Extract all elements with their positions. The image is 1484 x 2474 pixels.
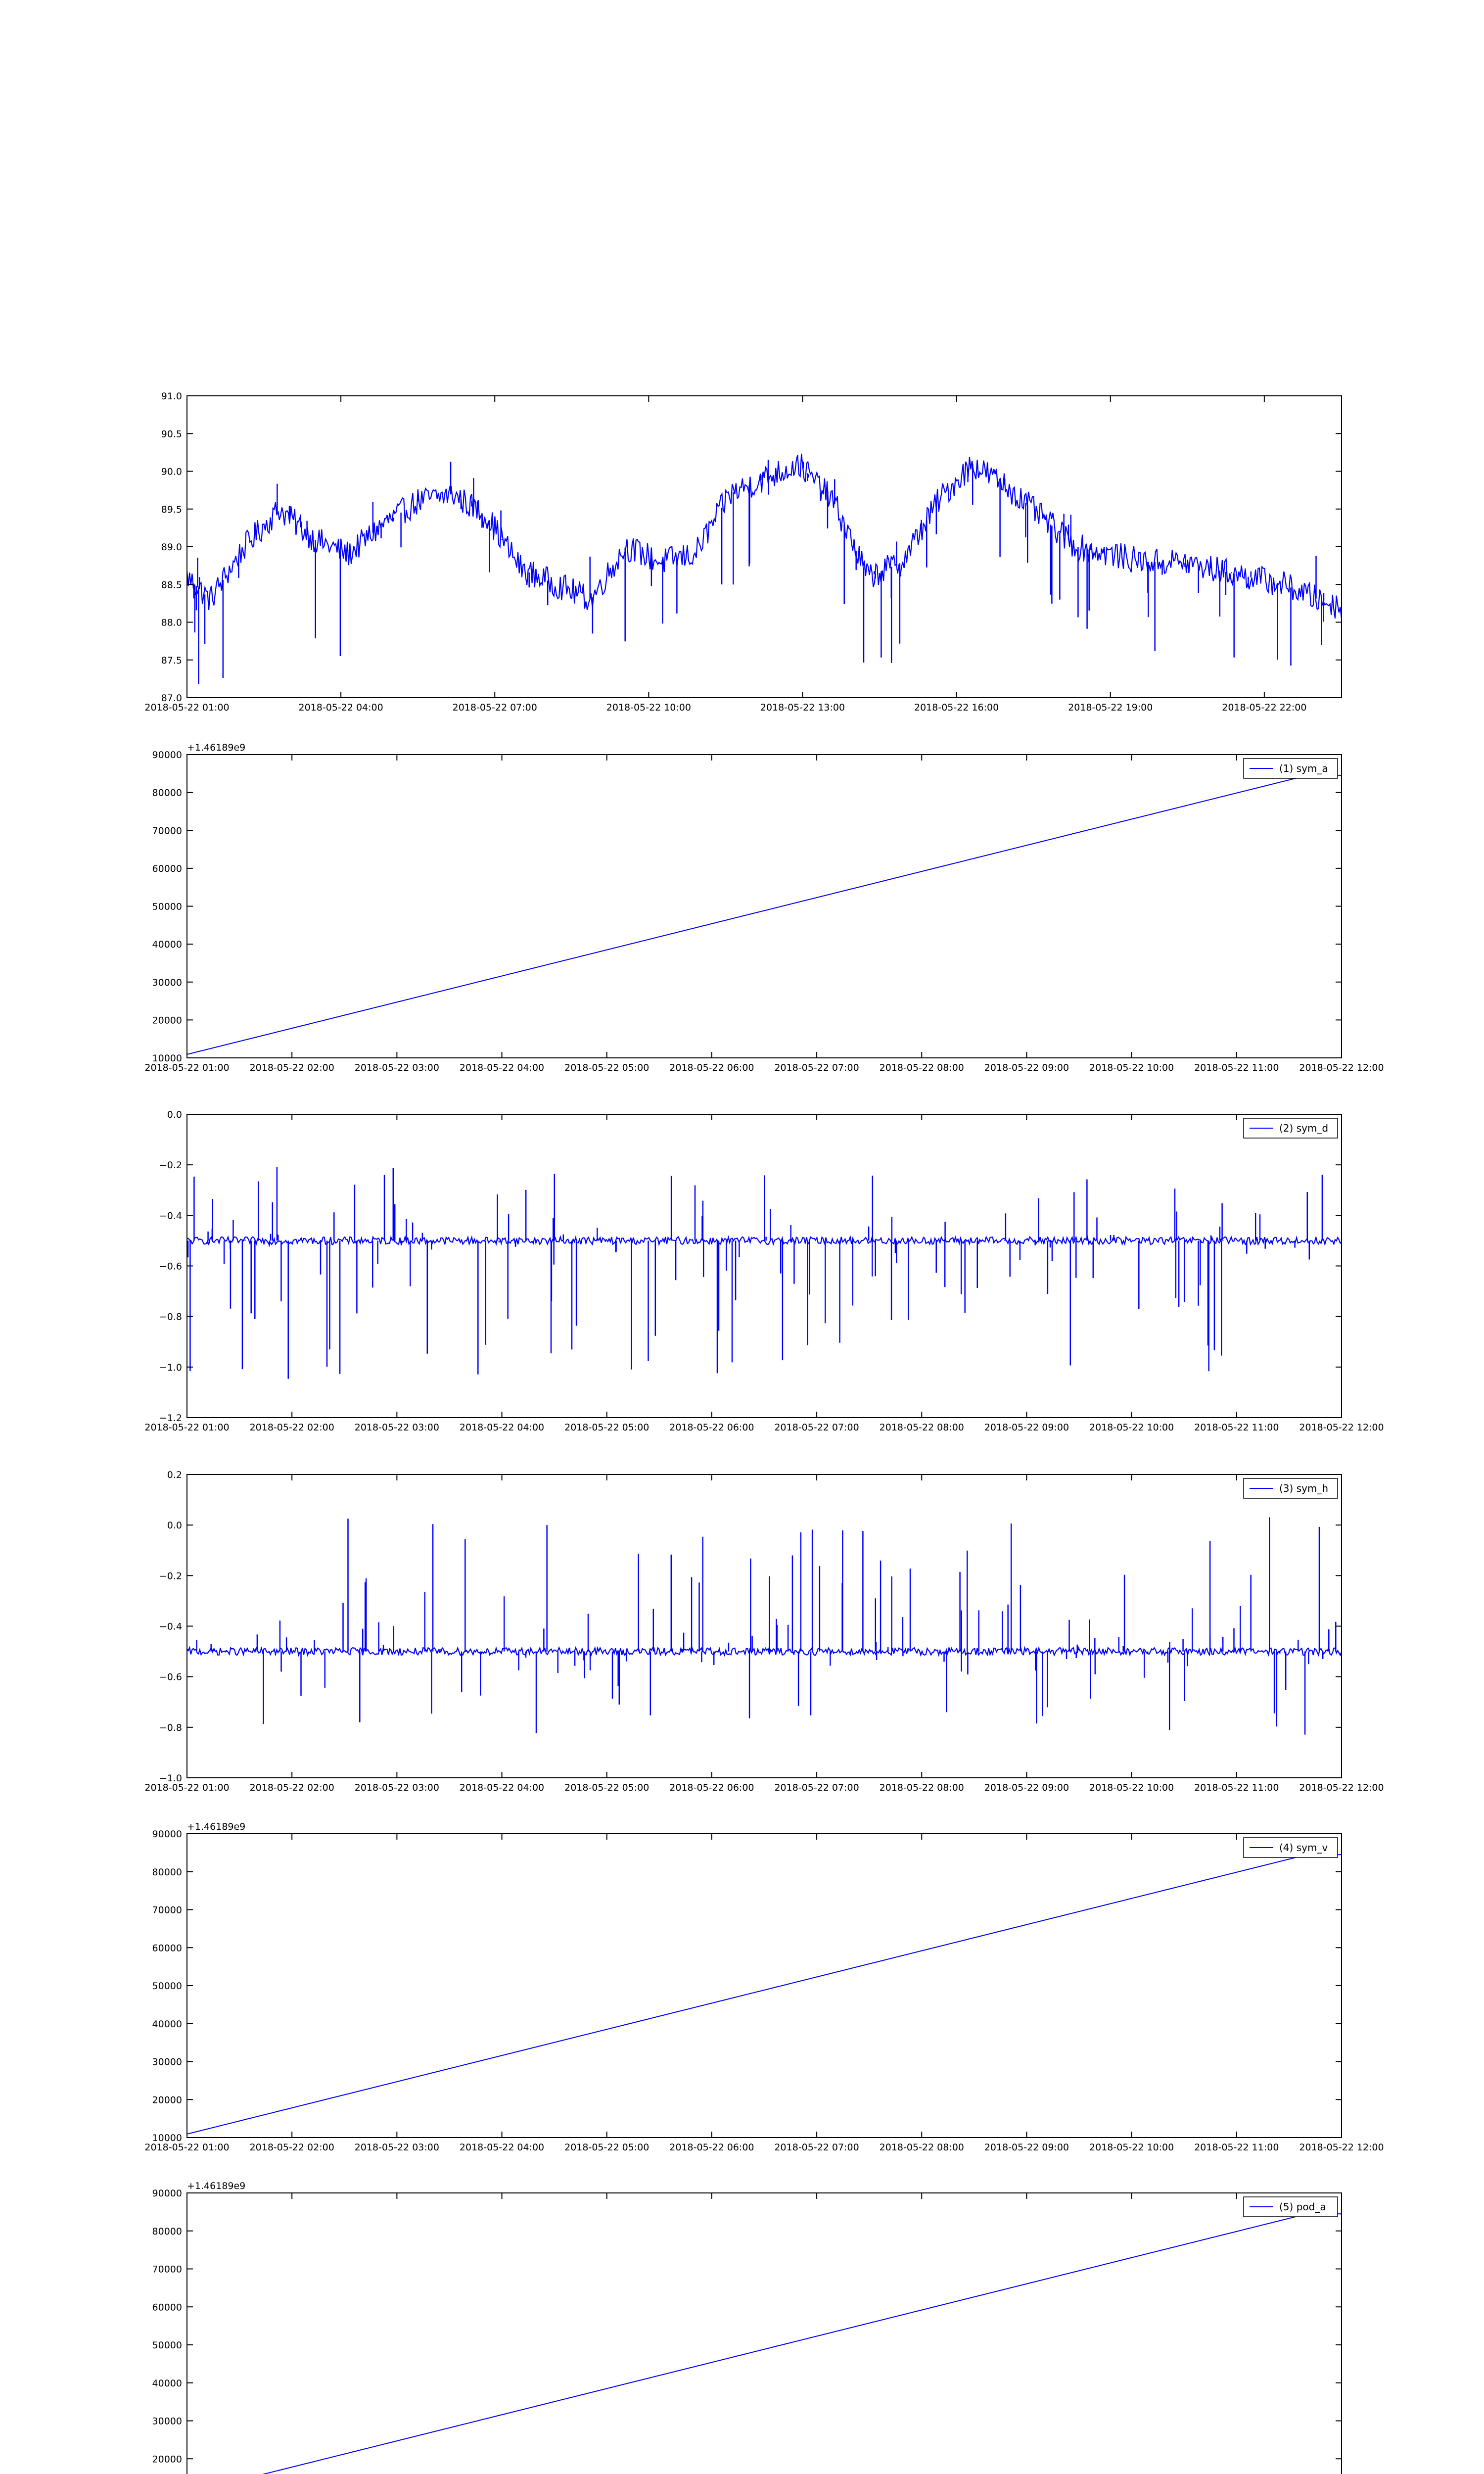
y-tick-label: 88.5 bbox=[161, 579, 182, 591]
y-tick-label: 90000 bbox=[152, 1829, 182, 1840]
x-tick-label: 2018-05-22 13:00 bbox=[760, 702, 845, 713]
y-tick-label: −1.0 bbox=[159, 1362, 182, 1373]
y-tick-label: 30000 bbox=[152, 977, 182, 988]
series-spikes bbox=[188, 1167, 1322, 1379]
x-tick-label: 2018-05-22 03:00 bbox=[354, 2142, 439, 2153]
x-tick-label: 2018-05-22 12:00 bbox=[1299, 1422, 1384, 1433]
x-tick-label: 2018-05-22 12:00 bbox=[1299, 1782, 1384, 1793]
y-tick-label: −0.6 bbox=[159, 1261, 182, 1272]
y-tick-label: −0.8 bbox=[159, 1311, 182, 1323]
x-tick-label: 2018-05-22 07:00 bbox=[774, 1062, 859, 1073]
y-offset-label: +1.46189e9 bbox=[187, 742, 246, 753]
y-tick-label: −0.6 bbox=[159, 1671, 182, 1683]
x-tick-label: 2018-05-22 19:00 bbox=[1068, 702, 1153, 713]
series-line bbox=[187, 775, 1342, 1054]
x-tick-label: 2018-05-22 06:00 bbox=[669, 1422, 754, 1433]
x-tick-label: 2018-05-22 06:00 bbox=[669, 1782, 754, 1793]
x-tick-label: 2018-05-22 09:00 bbox=[984, 1062, 1069, 1073]
x-tick-label: 2018-05-22 09:00 bbox=[984, 1782, 1069, 1793]
y-tick-label: 87.5 bbox=[161, 655, 182, 666]
y-tick-label: 10000 bbox=[152, 1053, 182, 1064]
y-tick-label: 0.0 bbox=[167, 1109, 182, 1120]
x-tick-label: 2018-05-22 02:00 bbox=[249, 1062, 334, 1073]
x-tick-label: 2018-05-22 12:00 bbox=[1299, 1062, 1384, 1073]
series-line bbox=[187, 1855, 1342, 2134]
x-tick-label: 2018-05-22 01:00 bbox=[144, 2142, 230, 2153]
y-tick-label: 50000 bbox=[152, 901, 182, 912]
x-tick-label: 2018-05-22 04:00 bbox=[459, 1062, 545, 1073]
x-tick-label: 2018-05-22 10:00 bbox=[1089, 1422, 1174, 1433]
x-tick-label: 2018-05-22 08:00 bbox=[879, 2142, 964, 2153]
x-tick-label: 2018-05-22 09:00 bbox=[984, 1422, 1069, 1433]
panel-1 bbox=[144, 391, 1342, 713]
y-tick-label: −0.2 bbox=[159, 1160, 182, 1171]
y-tick-label: 90.5 bbox=[161, 428, 182, 440]
panel-3 bbox=[144, 1109, 1384, 1433]
y-tick-label: 60000 bbox=[152, 2302, 182, 2313]
y-tick-label: 20000 bbox=[152, 2454, 182, 2465]
y-tick-label: 87.0 bbox=[161, 693, 182, 704]
axes-frame bbox=[187, 1114, 1342, 1418]
y-tick-label: 91.0 bbox=[161, 391, 182, 402]
x-tick-label: 2018-05-22 22:00 bbox=[1222, 702, 1307, 713]
x-tick-label: 2018-05-22 10:00 bbox=[1089, 2142, 1174, 2153]
x-tick-label: 2018-05-22 08:00 bbox=[879, 1782, 964, 1793]
x-tick-label: 2018-05-22 10:00 bbox=[1089, 1062, 1174, 1073]
x-tick-label: 2018-05-22 05:00 bbox=[564, 1782, 649, 1793]
x-tick-label: 2018-05-22 03:00 bbox=[354, 1062, 439, 1073]
legend-label: (4) sym_v bbox=[1279, 1842, 1328, 1854]
y-tick-label: 50000 bbox=[152, 1981, 182, 1992]
x-tick-label: 2018-05-22 01:00 bbox=[144, 702, 230, 713]
y-tick-label: 60000 bbox=[152, 863, 182, 874]
y-offset-label: +1.46189e9 bbox=[187, 2181, 246, 2191]
axes-frame bbox=[187, 1475, 1342, 1778]
y-tick-label: 60000 bbox=[152, 1943, 182, 1954]
y-tick-label: 90000 bbox=[152, 2188, 182, 2199]
y-tick-label: 80000 bbox=[152, 2226, 182, 2237]
x-tick-label: 2018-05-22 05:00 bbox=[564, 1422, 649, 1433]
x-tick-label: 2018-05-22 10:00 bbox=[1089, 1782, 1174, 1793]
y-tick-label: 30000 bbox=[152, 2416, 182, 2427]
y-tick-label: 20000 bbox=[152, 2094, 182, 2106]
x-tick-label: 2018-05-22 05:00 bbox=[564, 2142, 649, 2153]
y-tick-label: 30000 bbox=[152, 2056, 182, 2068]
x-tick-label: 2018-05-22 04:00 bbox=[459, 2142, 545, 2153]
x-tick-label: 2018-05-22 05:00 bbox=[564, 1062, 649, 1073]
y-tick-label: 50000 bbox=[152, 2340, 182, 2351]
series-spikes bbox=[197, 1517, 1336, 1734]
y-offset-label: +1.46189e9 bbox=[187, 1821, 246, 1832]
x-tick-label: 2018-05-22 11:00 bbox=[1194, 2142, 1279, 2153]
x-tick-label: 2018-05-22 06:00 bbox=[669, 1062, 754, 1073]
panel-2 bbox=[144, 742, 1384, 1073]
x-tick-label: 2018-05-22 04:00 bbox=[459, 1422, 545, 1433]
y-tick-label: −0.8 bbox=[159, 1722, 182, 1733]
y-tick-label: 0.2 bbox=[167, 1470, 182, 1480]
legend-label: (5) pod_a bbox=[1279, 2201, 1326, 2213]
x-tick-label: 2018-05-22 07:00 bbox=[774, 1782, 859, 1793]
y-tick-label: 90.0 bbox=[161, 466, 182, 477]
y-tick-label: −0.4 bbox=[159, 1621, 182, 1632]
y-tick-label: 40000 bbox=[152, 939, 182, 951]
x-tick-label: 2018-05-22 04:00 bbox=[298, 702, 383, 713]
panel-4 bbox=[144, 1470, 1384, 1793]
y-tick-label: 88.0 bbox=[161, 617, 182, 628]
y-tick-label: 40000 bbox=[152, 2018, 182, 2030]
legend-label: (3) sym_h bbox=[1279, 1482, 1329, 1494]
panel-5 bbox=[144, 1821, 1384, 2153]
x-tick-label: 2018-05-22 02:00 bbox=[249, 1782, 334, 1793]
y-tick-label: 80000 bbox=[152, 1866, 182, 1878]
y-tick-label: −1.0 bbox=[159, 1773, 182, 1784]
x-tick-label: 2018-05-22 02:00 bbox=[249, 1422, 334, 1433]
axes-frame bbox=[187, 755, 1342, 1058]
x-tick-label: 2018-05-22 11:00 bbox=[1194, 1782, 1279, 1793]
x-tick-label: 2018-05-22 03:00 bbox=[354, 1422, 439, 1433]
series-spikes bbox=[194, 460, 1324, 684]
y-tick-label: 70000 bbox=[152, 825, 182, 837]
x-tick-label: 2018-05-22 08:00 bbox=[879, 1062, 964, 1073]
x-tick-label: 2018-05-22 11:00 bbox=[1194, 1422, 1279, 1433]
series-line bbox=[187, 454, 1342, 619]
x-tick-label: 2018-05-22 16:00 bbox=[914, 702, 999, 713]
x-tick-label: 2018-05-22 01:00 bbox=[144, 1782, 230, 1793]
x-tick-label: 2018-05-22 07:00 bbox=[452, 702, 537, 713]
x-tick-label: 2018-05-22 11:00 bbox=[1194, 1062, 1279, 1073]
x-tick-label: 2018-05-22 07:00 bbox=[774, 2142, 859, 2153]
panel-6 bbox=[144, 2181, 1384, 2474]
axes-frame bbox=[187, 2193, 1342, 2474]
legend-label: (1) sym_a bbox=[1279, 762, 1328, 774]
x-tick-label: 2018-05-22 10:00 bbox=[606, 702, 691, 713]
x-tick-label: 2018-05-22 04:00 bbox=[459, 1782, 545, 1793]
y-tick-label: −0.2 bbox=[159, 1570, 182, 1582]
y-tick-label: 0.0 bbox=[167, 1520, 182, 1531]
x-tick-label: 2018-05-22 07:00 bbox=[774, 1422, 859, 1433]
axes-frame bbox=[187, 1834, 1342, 2138]
y-tick-label: 89.0 bbox=[161, 542, 182, 553]
legend-label: (2) sym_d bbox=[1279, 1122, 1329, 1134]
y-tick-label: 70000 bbox=[152, 1904, 182, 1916]
series-line bbox=[187, 2214, 1342, 2474]
y-tick-label: 40000 bbox=[152, 2378, 182, 2389]
y-tick-label: 70000 bbox=[152, 2264, 182, 2275]
x-tick-label: 2018-05-22 06:00 bbox=[669, 2142, 754, 2153]
y-tick-label: 20000 bbox=[152, 1015, 182, 1026]
x-tick-label: 2018-05-22 01:00 bbox=[144, 1422, 230, 1433]
x-tick-label: 2018-05-22 12:00 bbox=[1299, 2142, 1384, 2153]
x-tick-label: 2018-05-22 09:00 bbox=[984, 2142, 1069, 2153]
x-tick-label: 2018-05-22 01:00 bbox=[144, 1062, 230, 1073]
y-tick-label: 90000 bbox=[152, 750, 182, 761]
x-tick-label: 2018-05-22 02:00 bbox=[249, 2142, 334, 2153]
y-tick-label: −1.2 bbox=[159, 1413, 182, 1424]
x-tick-label: 2018-05-22 08:00 bbox=[879, 1422, 964, 1433]
y-tick-label: 10000 bbox=[152, 2133, 182, 2143]
x-tick-label: 2018-05-22 03:00 bbox=[354, 1782, 439, 1793]
y-tick-label: 89.5 bbox=[161, 504, 182, 515]
y-tick-label: 80000 bbox=[152, 787, 182, 799]
y-tick-label: −0.4 bbox=[159, 1210, 182, 1222]
